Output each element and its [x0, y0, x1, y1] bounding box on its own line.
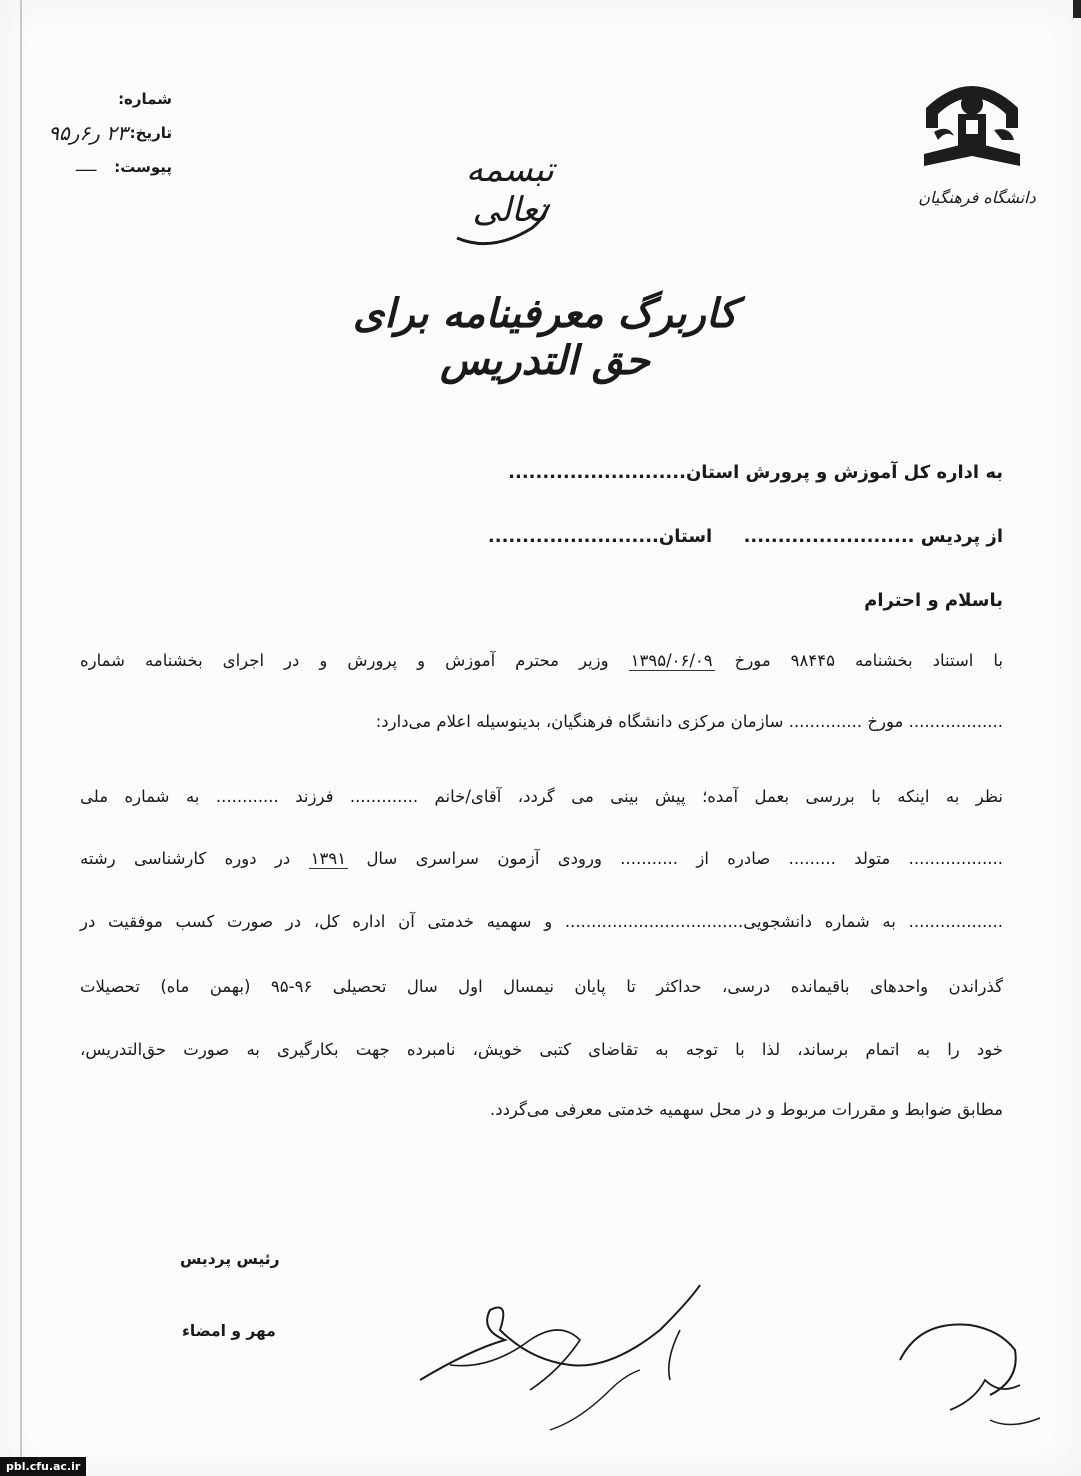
bismillah-heading: تبسمه تعالی — [466, 150, 554, 230]
province-label: استان — [658, 526, 713, 547]
form-title: کاربرگ معرفینامه برای حق التدریس — [352, 290, 738, 384]
paragraph-line-1 — [80, 651, 1003, 670]
letter-meta — [20, 82, 172, 184]
paragraph-line-5: .................. به شماره دانشجویی.................................. و سهمیه خدمتی آن اداره کل، در صورت کسب موفقیت در — [80, 912, 1003, 931]
p1-part-a: با استناد بخشنامه ۹۸۴۴۵ مورخ — [734, 651, 1004, 670]
site-watermark: pbl.cfu.ac.ir — [0, 1457, 86, 1476]
paragraph-line-2: .................. مورخ .............. سازمان مرکزی دانشگاه فرهنگیان، بدینوسیله اعلام می‌دارد: — [375, 712, 1003, 731]
paragraph-line-3: نظر به اینکه با بررسی بعمل آمده؛ پیش بینی می گردد، آقای/خانم ............. فرزند ............ به شماره ملی — [80, 787, 1003, 806]
attachment-value: ـــــ — [75, 159, 97, 175]
p1-part-b: وزیر محترم آموزش و پرورش و در اجرای بخشنامه شماره — [80, 651, 609, 670]
greeting: باسلام و احترام — [864, 590, 1003, 611]
signature-initials-icon — [880, 1300, 1050, 1440]
paragraph-line-8: مطابق ضوابط و مقررات مربوط و در محل سهمیه خدمتی معرفی می‌گردد. — [489, 1100, 1003, 1119]
number-row — [20, 82, 172, 116]
province-dots: ......................... — [487, 526, 659, 547]
paragraph-line-4 — [80, 849, 1003, 868]
p4-part-b: در دوره کارشناسی رشته — [80, 849, 291, 868]
attachment-label: پیوست: — [114, 158, 172, 176]
from-campus-label: از پردیس — [920, 526, 1003, 547]
paragraph-line-6: گذراندن واحدهای باقیمانده درسی، حداکثر تا پایان نیمسال اول سال تحصیلی ۹۶-۹۵ (بهمن ماه) تحصیلات — [80, 977, 1003, 996]
university-logo-icon — [918, 70, 1026, 170]
from-campus-line — [488, 526, 1003, 547]
date-row — [20, 116, 172, 150]
signature-scribble-icon — [410, 1270, 710, 1460]
paragraph-line-7: خود را به اتمام برساند، لذا با توجه به تقاضای کتبی خویش، نامبرده جهت بکارگیری به صورت حق‌التدریس، — [80, 1040, 1003, 1059]
from-campus-dots: ......................... — [743, 526, 915, 547]
circular-date: ۱۳۹۵/۰۶/۰۹ — [630, 651, 713, 670]
p4-part-a: .................. متولد ......... صادره از ........... ورودی آزمون سراسری سال — [366, 849, 1004, 868]
date-value: ۲۳ ر۶ر۹۵ — [48, 121, 128, 145]
number-label: شماره: — [118, 90, 172, 108]
entrance-year: ۱۳۹۱ — [310, 849, 347, 868]
campus-head-title: رئیس پردیس — [180, 1250, 280, 1268]
seal-signature-label: مهر و امضاء — [182, 1322, 276, 1340]
date-label: تاریخ: — [129, 124, 172, 142]
to-line: به اداره کل آموزش و پرورش استان.......................... — [508, 462, 1003, 483]
scan-corner-mark — [1073, 0, 1081, 18]
attachment-row — [20, 150, 172, 184]
university-name: دانشگاه فرهنگیان — [918, 188, 1036, 207]
scan-edge-line — [20, 0, 22, 1476]
heading-swash-icon — [452, 198, 552, 248]
